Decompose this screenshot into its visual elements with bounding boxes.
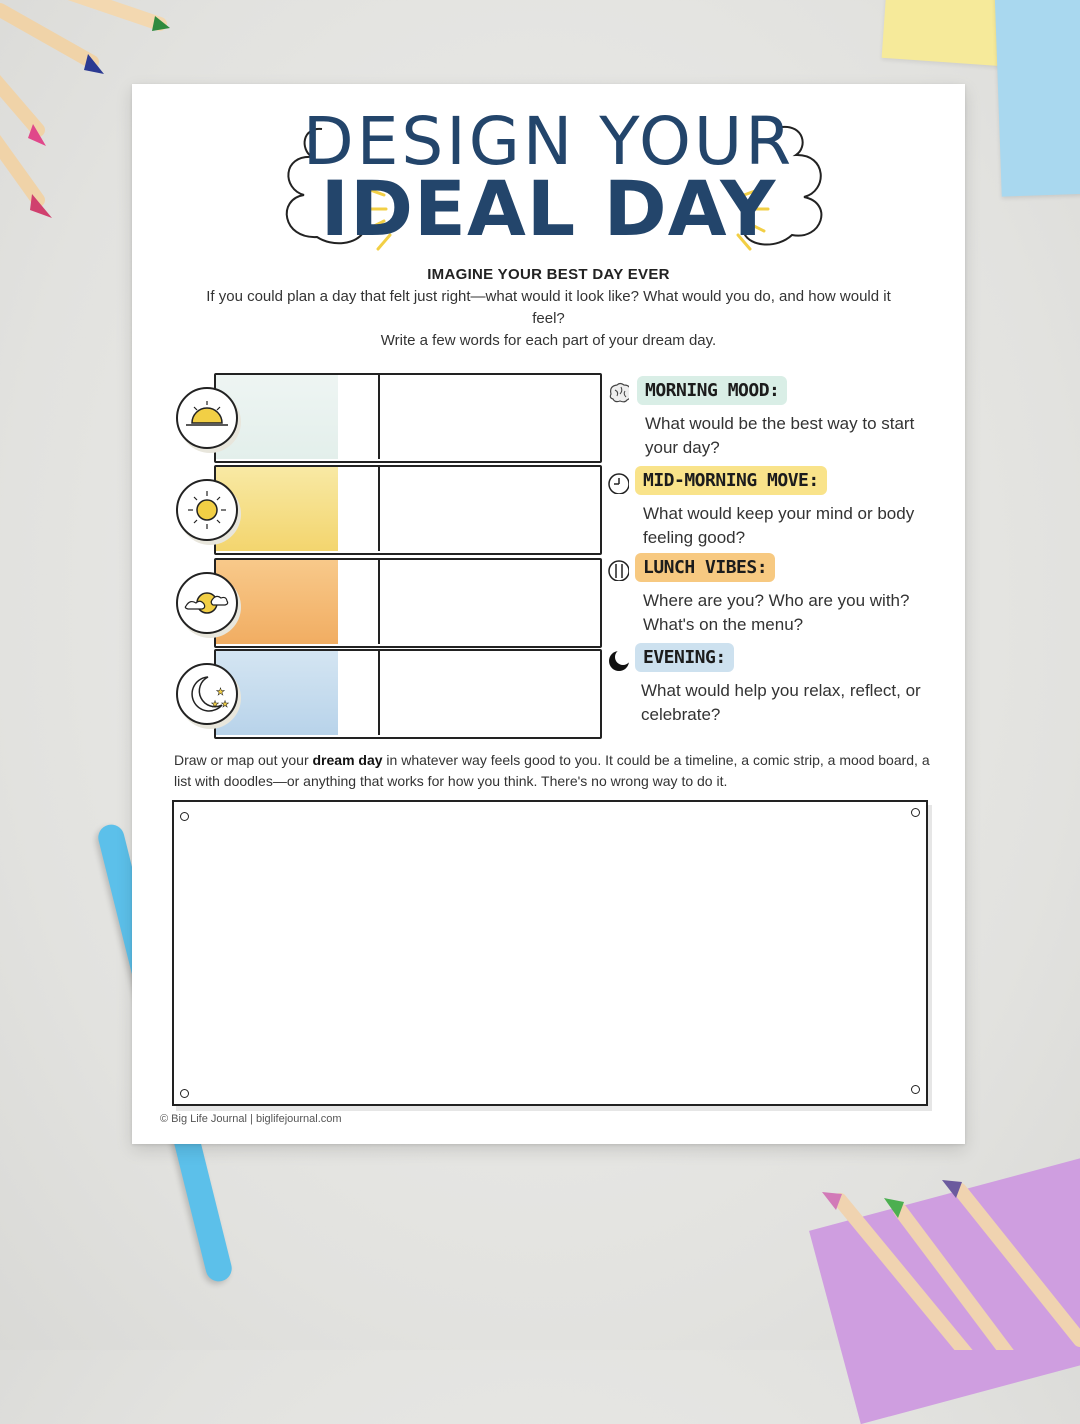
svg-text:★: ★ <box>216 687 225 698</box>
worksheet-page <box>132 84 965 1144</box>
sunrise-icon <box>176 387 238 449</box>
prompt-lunch <box>607 553 937 639</box>
box-divider <box>378 373 380 459</box>
svg-text:★: ★ <box>211 699 220 709</box>
prompt-morning <box>607 376 937 462</box>
draw-instructions-end: in whatever way feels good to you. It could be a timeline, a comic strip, a mood board, a list with doodles—or anything that works for how you think. There's no wrong way to do it. <box>174 752 930 789</box>
title-block <box>132 99 965 259</box>
title-line-2: IDEAL DAY <box>320 164 777 253</box>
corner-hole <box>180 1089 189 1098</box>
brain-icon <box>607 382 629 404</box>
day-row-lunch <box>172 558 612 648</box>
write-box-mid-morning[interactable] <box>214 465 602 555</box>
box-divider <box>378 558 380 644</box>
day-row-mid-morning <box>172 465 612 555</box>
clock-icon <box>607 472 629 494</box>
intro-text: If you could plan a day that felt just right—what would it look like? What would you do, and how would it feel? <box>206 288 891 327</box>
day-row-evening <box>172 649 612 739</box>
moon-stars-icon <box>176 663 238 725</box>
write-box-morning[interactable] <box>214 373 602 463</box>
draw-instructions-start: Draw or map out your <box>174 752 313 768</box>
prompt-label: LUNCH VIBES: <box>635 553 775 582</box>
utensils-icon <box>607 559 629 581</box>
prompt-mid-morning <box>607 466 937 552</box>
corner-hole <box>180 812 189 821</box>
box-divider <box>378 649 380 735</box>
prompt-label: EVENING: <box>635 643 734 672</box>
sun-icon <box>176 479 238 541</box>
title-line-1: DESIGN YOUR <box>302 103 795 180</box>
sun-clouds-icon <box>176 572 238 634</box>
svg-text:★: ★ <box>221 699 230 709</box>
write-box-evening[interactable] <box>214 649 602 739</box>
prompt-label: MID-MORNING MOVE: <box>635 466 827 495</box>
prompt-description: What would help you relax, reflect, or celebrate? <box>641 681 921 724</box>
copyright-footer: © Big Life Journal | biglifejournal.com <box>160 1113 342 1125</box>
prompt-label: MORNING MOOD: <box>637 376 787 405</box>
subheading: IMAGINE YOUR BEST DAY EVER <box>427 266 670 283</box>
drawing-area[interactable] <box>172 800 928 1106</box>
prompt-description: What would be the best way to start your day? <box>645 414 915 457</box>
prompt-description: Where are you? Who are you with? What's on the menu? <box>643 591 910 634</box>
prompt-description: What would keep your mind or body feeling good? <box>643 504 915 547</box>
box-divider <box>378 465 380 551</box>
corner-hole <box>911 1085 920 1094</box>
sticky-note-yellow <box>882 0 1005 66</box>
draw-instructions-emphasis: dream day <box>312 752 383 768</box>
intro-instruction: Write a few words for each part of your dream day. <box>380 332 717 349</box>
write-box-lunch[interactable] <box>214 558 602 648</box>
moon-icon <box>607 649 629 671</box>
corner-hole <box>911 808 920 817</box>
draw-instructions <box>174 750 934 792</box>
prompt-evening <box>607 643 937 729</box>
colored-pencils-bottom-right <box>800 1170 1080 1350</box>
day-row-morning <box>172 373 612 463</box>
sticky-note-blue <box>994 0 1080 197</box>
